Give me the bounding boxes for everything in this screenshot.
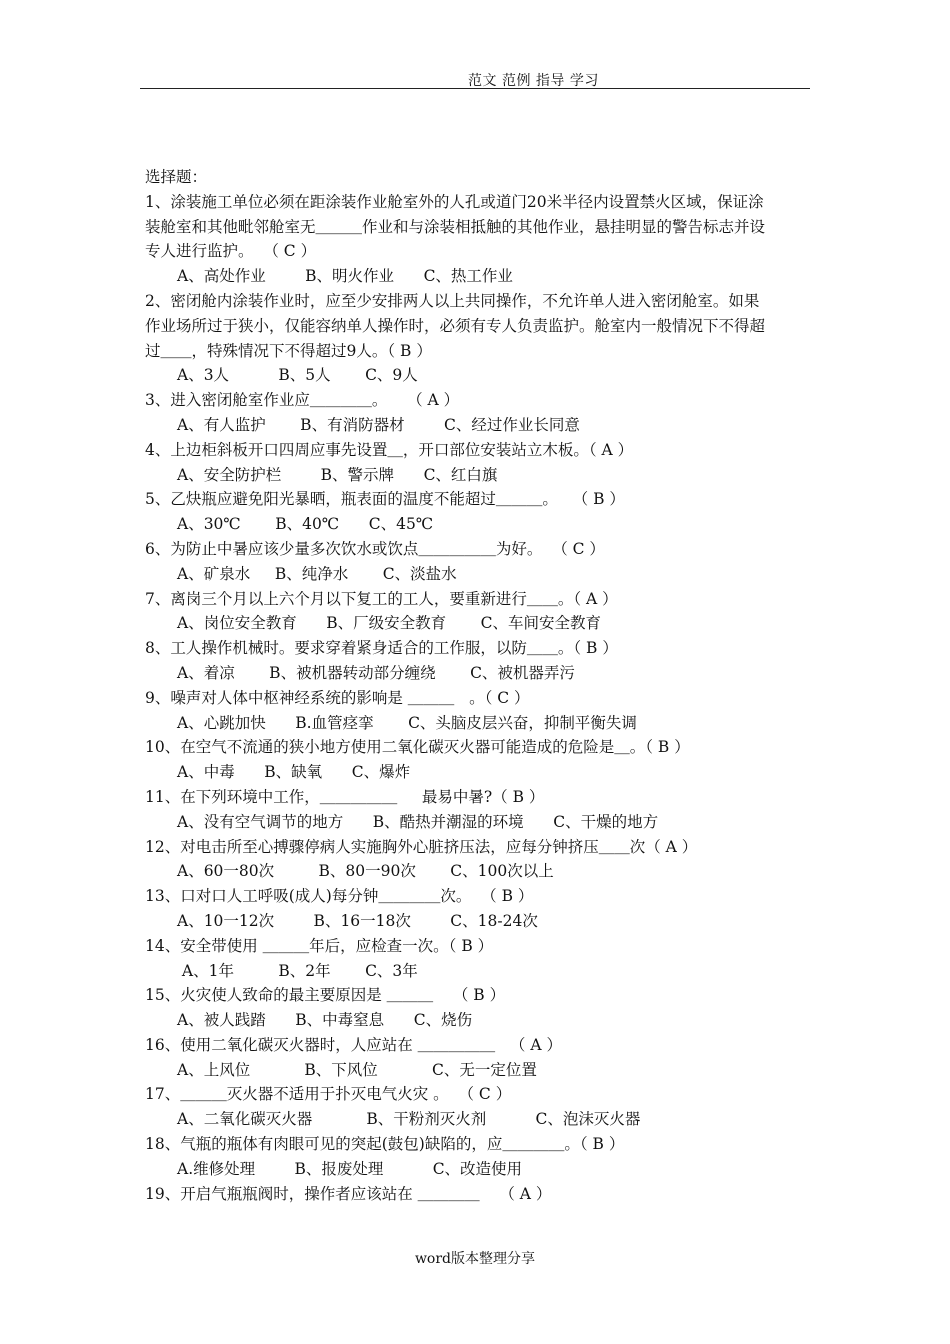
answer-options-line: A、被人践踏 B、中毒窒息 C、烧伤 <box>177 1011 473 1030</box>
answer-options-line: A、有人监护 B、有消防器材 C、经过作业长同意 <box>177 415 580 434</box>
answer-options-line: A、安全防护栏 B、警示牌 C、红白旗 <box>177 465 498 484</box>
answer-options-line: A、10一12次 B、16一18次 C、18-24次 <box>177 911 538 930</box>
question-text-line: 6、为防止中暑应该少量多次饮水或饮点＿＿＿＿＿为好。 （ C ） <box>145 539 605 558</box>
question-text-line: 1、涂装施工单位必须在距涂装作业舱室外的人孔或道门20米半径内设置禁火区域，保证涂 <box>145 192 764 211</box>
question-text-line: 11、在下列环境中工作，＿＿＿＿＿ 最易中暑?（ B ） <box>145 787 545 806</box>
answer-options-line: A、心跳加快 B.血管痉挛 C、头脑皮层兴奋，抑制平衡失调 <box>177 713 637 732</box>
question-text-line: 19、开启气瓶瓶阀时，操作者应该站在 ＿＿＿＿ （ A ） <box>145 1184 552 1203</box>
answer-options-line: A、没有空气调节的地方 B、酷热并潮湿的环境 C、干燥的地方 <box>177 812 659 831</box>
question-text-line: 13、口对口人工呼吸(成人)每分钟＿＿＿＿次。 （ B ） <box>145 887 534 906</box>
question-text-line: 3、进入密闭舱室作业应＿＿＿＿。 （ A ） <box>145 391 460 410</box>
question-text-line: 17、＿＿＿灭火器不适用于扑灭电气火灾 。 （ C ） <box>145 1085 512 1104</box>
question-text-line: 5、乙炔瓶应避免阳光暴晒，瓶表面的温度不能超过＿＿＿。 （ B ） <box>145 490 625 509</box>
header-text: 范文 范例 指导 学习 <box>468 73 599 89</box>
question-text-line: 装舱室和其他毗邻舱室无＿＿＿作业和与涂装相抵触的其他作业，悬挂明显的警告标志并设 <box>145 217 766 236</box>
page-footer: word版本整理分享 <box>414 1251 536 1267</box>
answer-options-line: A、岗位安全教育 B、厂级安全教育 C、车间安全教育 <box>177 614 601 633</box>
question-text-line: 4、上边柜斜板开口四周应事先设置＿，开口部位安装站立木板。（ A ） <box>145 440 634 459</box>
question-text-line: 15、火灾使人致命的最主要原因是 ＿＿＿ （ B ） <box>145 986 506 1005</box>
question-text-line: 18、气瓶的瓶体有肉眼可见的突起(鼓包)缺陷的，应＿＿＿＿。（ B ） <box>145 1135 625 1154</box>
question-text-line: 7、离岗三个月以上六个月以下复工的工人，要重新进行＿＿。（ A ） <box>145 589 618 608</box>
answer-options-line: A、中毒 B、缺氧 C、爆炸 <box>177 763 411 782</box>
answer-options-line: A、60一80次 B、80一90次 C、100次以上 <box>177 862 554 881</box>
question-text-line: 12、对电击所至心搏骤停病人实施胸外心脏挤压法，应每分钟挤压＿＿次（ A ） <box>145 837 698 856</box>
question-text-line: 2、密闭舱内涂装作业时，应至少安排两人以上共同操作，不允许单人进入密闭舱室。如果 <box>145 291 760 310</box>
answer-options-line: A、二氧化碳灭火器 B、干粉剂灭火剂 C、泡沫灭火器 <box>177 1110 641 1129</box>
answer-options-line: A、30℃ B、40℃ C、45℃ <box>177 515 434 534</box>
answer-options-line: A.维修处理 B、报废处理 C、改造使用 <box>177 1159 523 1178</box>
answer-options-line: A、矿泉水 B、纯净水 C、淡盐水 <box>177 564 457 583</box>
question-text-line: 10、在空气不流通的狭小地方使用二氧化碳灭火器可能造成的危险是＿。（ B ） <box>145 738 690 757</box>
answer-options-line: A、上风位 B、下风位 C、无一定位置 <box>177 1060 537 1079</box>
question-text-line: 专人进行监护。 （ C ） <box>145 242 317 261</box>
answer-options-line: A、着凉 B、被机器转动部分缠绕 C、被机器弄污 <box>177 663 575 682</box>
answer-options-line: A、1年 B、2年 C、3年 <box>177 961 418 980</box>
question-text-line: 9、噪声对人体中枢神经系统的影响是 ＿＿＿ 。（ C ） <box>145 688 530 707</box>
question-text-line: 过＿＿，特殊情况下不得超过9人。（ B ） <box>145 341 432 360</box>
document-body <box>145 165 815 1206</box>
page-header <box>0 70 950 90</box>
question-text-line: 16、使用二氧化碳灭火器时，人应站在 ＿＿＿＿＿ （ A ） <box>145 1035 562 1054</box>
header-divider <box>140 88 810 89</box>
question-text-line: 14、安全带使用 ＿＿＿年后，应检查一次。（ B ） <box>145 936 494 955</box>
question-text-line: 作业场所过于狭小，仅能容纳单人操作时，必须有专人负责监护。舱室内一般情况下不得超 <box>145 316 766 335</box>
question-text-line: 8、工人操作机械时。要求穿着紧身适合的工作服，以防＿＿。（ B ） <box>145 639 618 658</box>
answer-options-line: A、高处作业 B、明火作业 C、热工作业 <box>177 267 513 286</box>
question-text-line: 选择题： <box>145 168 208 186</box>
answer-options-line: A、3人 B、5人 C、9人 <box>177 366 418 385</box>
